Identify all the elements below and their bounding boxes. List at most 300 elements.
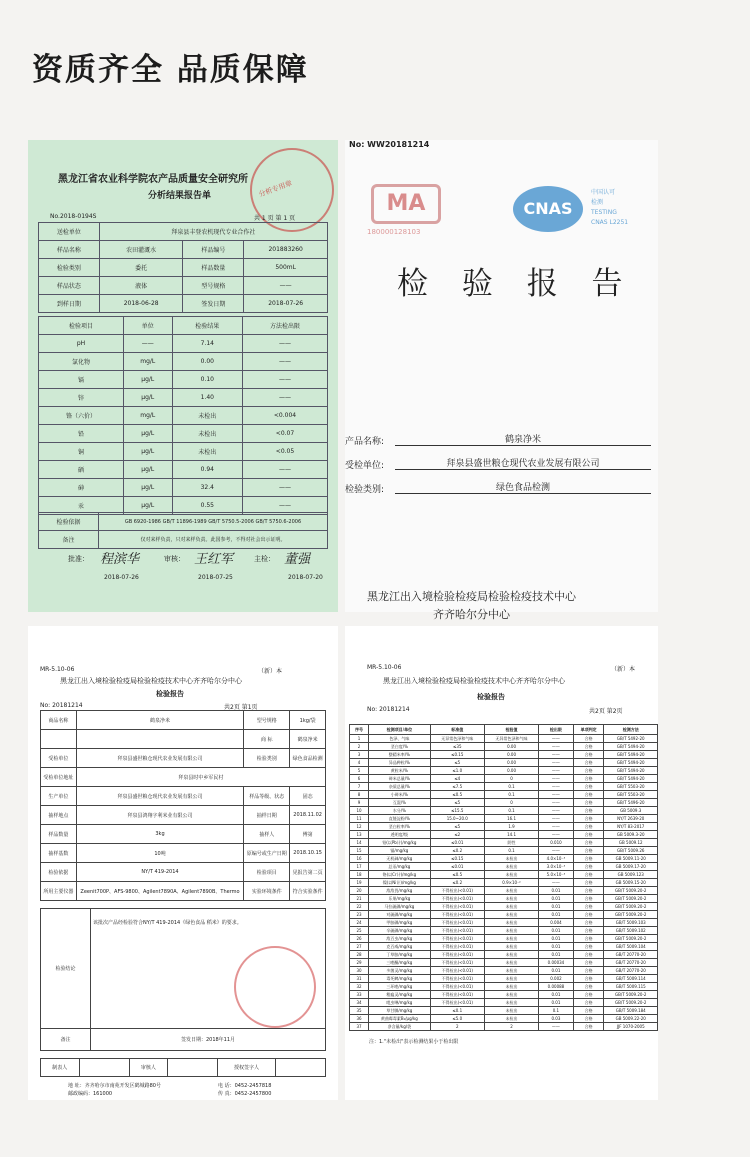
table-cell: 未检出 xyxy=(484,911,538,919)
table-cell: NY/T 83-2017 xyxy=(604,823,658,831)
table-cell: —— xyxy=(242,353,327,371)
basis-value: GB 6920-1986 GB/T 11896-1989 GB/T 5750.5-2006 GB/T 5750.6-2006 xyxy=(99,513,328,531)
cell-value: 鹤泉净米 xyxy=(290,730,326,749)
table-cell: ≤0.2 xyxy=(430,847,484,855)
table-cell: 0.9×10⁻² xyxy=(484,879,538,887)
table-cell: 不得检出(<0.01) xyxy=(430,967,484,975)
cell-value: 傅第 xyxy=(290,825,326,844)
table-row xyxy=(350,839,658,847)
cell-value: 符合实验条件 xyxy=(290,882,326,901)
table-cell: 23 xyxy=(350,911,369,919)
table-cell: —— xyxy=(242,371,327,389)
table-cell: 未检出 xyxy=(172,443,242,461)
table-cell: GB/T 5494-20 xyxy=(604,743,658,751)
report-number: No: 20181214 xyxy=(40,702,83,709)
table-row xyxy=(350,887,658,895)
table-cell: ≤2 xyxy=(430,831,484,839)
table-cell: 敌敌畏/mg/kg xyxy=(369,887,431,895)
column-header: 序号 xyxy=(350,725,369,735)
table-cell: mg/L xyxy=(123,353,172,371)
table-cell: —— xyxy=(242,461,327,479)
table-cell: 2 xyxy=(350,743,369,751)
table-cell: ≤0.5 xyxy=(430,791,484,799)
table-cell: 杂质总量/% xyxy=(369,783,431,791)
table-row xyxy=(350,831,658,839)
table-cell: 合格 xyxy=(573,943,604,951)
table-cell: 1.40 xyxy=(172,389,242,407)
table-cell: 敌百虫/mg/kg xyxy=(369,935,431,943)
table-cell: ≤5 xyxy=(430,823,484,831)
table-cell: 18 xyxy=(350,871,369,879)
table-row xyxy=(39,295,328,313)
table-row xyxy=(350,1015,658,1023)
cell-label: 样品状态 xyxy=(39,277,100,295)
table-row xyxy=(41,844,326,863)
table-cell: 合格 xyxy=(573,1023,604,1031)
table-cell: GB 5009.3-20 xyxy=(604,831,658,839)
table-cell: 丁草胺/mg/kg xyxy=(369,951,431,959)
table-cell: 34 xyxy=(350,999,369,1007)
table-cell: NY/T 2639-20 xyxy=(604,815,658,823)
table-row xyxy=(350,791,658,799)
table-cell: 28 xyxy=(350,951,369,959)
cell-label: 型号规格 xyxy=(183,277,244,295)
table-cell: 0.01 xyxy=(539,895,574,903)
table-cell: 0.10 xyxy=(172,371,242,389)
table-row xyxy=(41,768,326,787)
table-cell: 0.01 xyxy=(539,991,574,999)
report-title: 黑龙江省农业科学院农产品质量安全研究所 xyxy=(58,174,248,185)
table-cell: 未检出 xyxy=(484,975,538,983)
table-cell: 未检出 xyxy=(484,959,538,967)
table-cell: 29 xyxy=(350,959,369,967)
table-cell: 草甘膦/mg/kg xyxy=(369,1007,431,1015)
info-table xyxy=(40,710,326,901)
cell-value: 3kg xyxy=(76,825,244,844)
table-row xyxy=(350,959,658,967)
test-result-table xyxy=(349,724,658,1031)
table-cell: 0.01 xyxy=(539,967,574,975)
table-cell: 1.9 xyxy=(484,823,538,831)
table-cell: 稻瘟灵/mg/kg xyxy=(369,991,431,999)
cell-label: 检验类别 xyxy=(244,749,290,768)
table-cell: 0.01 xyxy=(539,903,574,911)
table-cell: 0.01 xyxy=(539,935,574,943)
table-cell: 合格 xyxy=(573,967,604,975)
table-cell: 总汞/mg/kg xyxy=(369,863,431,871)
table-cell: 镍(以Ni计)/mg/kg xyxy=(369,879,431,887)
footnote: 注：1."未检出"表示检测结果小于检出限 xyxy=(369,1039,459,1045)
cma-number: 180000128103 xyxy=(367,228,421,236)
table-cell: 未检出 xyxy=(484,951,538,959)
table-cell: 0.00 xyxy=(484,743,538,751)
table-cell: 0.1 xyxy=(484,783,538,791)
table-row xyxy=(39,277,328,295)
table-cell: —— xyxy=(539,775,574,783)
table-cell: 铬（六价） xyxy=(39,407,124,425)
result-table xyxy=(38,316,328,515)
table-cell: 0.1 xyxy=(484,807,538,815)
cell-label: 样品等级、状态 xyxy=(244,787,290,806)
table-cell: GB 5009.22-20 xyxy=(604,1015,658,1023)
cell-label: 抽样地点 xyxy=(41,806,77,825)
report-org-header: 黑龙江出入境检验检疫局检验检疫技术中心齐齐哈尔分中心 xyxy=(60,677,242,685)
cell-value: 2018-07-26 xyxy=(244,295,328,313)
table-cell: 15 xyxy=(350,847,369,855)
report-number: No.2018-0194S xyxy=(50,213,97,220)
table-row xyxy=(350,863,658,871)
table-cell: 32 xyxy=(350,983,369,991)
table-cell: 甲胺磷/mg/kg xyxy=(369,919,431,927)
remark-label: 备注 xyxy=(41,1029,91,1051)
table-cell: 合格 xyxy=(573,911,604,919)
table-cell: 8 xyxy=(350,791,369,799)
table-cell: 7 xyxy=(350,783,369,791)
table-row xyxy=(41,806,326,825)
column-header: 单位 xyxy=(123,317,172,335)
form-label: （新）本 xyxy=(258,668,283,675)
table-cell: mg/L xyxy=(123,407,172,425)
form-code: MR-5.10-06 xyxy=(367,664,402,671)
table-cell: 35 xyxy=(350,1007,369,1015)
cell-label: 样品数量 xyxy=(41,825,77,844)
table-cell: 乐果/mg/kg xyxy=(369,895,431,903)
table-cell: 16.1 xyxy=(484,815,538,823)
field-label-product: 产品名称: xyxy=(345,437,385,447)
table-cell: 10 xyxy=(350,807,369,815)
table-cell: 32.4 xyxy=(172,479,242,497)
zip-code: 邮政编码：161000 xyxy=(68,1091,113,1097)
table-cell: 3.0×10⁻³ xyxy=(539,863,574,871)
cell-value: —— xyxy=(244,277,328,295)
table-cell: pH xyxy=(39,335,124,353)
approve-signature: 程滨华 xyxy=(100,552,140,567)
table-cell: 互混/% xyxy=(369,799,431,807)
table-row xyxy=(41,882,326,901)
table-cell: 7.14 xyxy=(172,335,242,353)
table-cell: 不得检出(<0.01) xyxy=(430,999,484,1007)
table-cell: ≤0.2 xyxy=(430,879,484,887)
table-cell: 阴性 xyxy=(484,839,538,847)
phone: 电 话：0452-2457818 xyxy=(218,1083,272,1089)
table-cell: 合格 xyxy=(573,927,604,935)
table-cell: 合格 xyxy=(573,879,604,887)
table-row xyxy=(39,335,328,353)
cell-label: 受检单位地址 xyxy=(41,768,77,787)
cell-value: 1kg/袋 xyxy=(290,711,326,730)
sign-label-reviewer: 审核人 xyxy=(129,1059,168,1077)
cover-title: 检 验 报 告 xyxy=(397,266,635,302)
table-cell: μg/L xyxy=(123,425,172,443)
table-cell: 合格 xyxy=(573,815,604,823)
table-cell: —— xyxy=(539,823,574,831)
table-cell: 不得检出(<0.01) xyxy=(430,991,484,999)
table-cell: GB/T 5009.102 xyxy=(604,927,658,935)
table-cell: μg/L xyxy=(123,479,172,497)
table-cell: —— xyxy=(539,847,574,855)
table-row xyxy=(350,775,658,783)
cell-value: 绿色食品检测 xyxy=(290,749,326,768)
cell-value: 拜泉县鸿翔字利米业有限公司 xyxy=(76,806,244,825)
table-cell: 未检出 xyxy=(484,999,538,1007)
table-cell: GB/T 5009.20-2 xyxy=(604,935,658,943)
table-cell: 未检出 xyxy=(484,935,538,943)
column-header: 单项判定 xyxy=(573,725,604,735)
table-cell: 锌 xyxy=(39,389,124,407)
table-row xyxy=(350,871,658,879)
report-cover xyxy=(345,140,658,621)
table-cell: ≤5.0 xyxy=(430,1015,484,1023)
cell-label: 原编号或生产日期 xyxy=(244,844,290,863)
table-cell: 37 xyxy=(350,1023,369,1031)
table-cell: ≤0.15 xyxy=(430,855,484,863)
table-cell: 25 xyxy=(350,927,369,935)
table-row xyxy=(41,749,326,768)
page-headline: 资质齐全 品质保障 xyxy=(32,52,309,88)
table-cell: ≤0.01 xyxy=(430,839,484,847)
report-page-2 xyxy=(345,626,658,1100)
cell-label: 样品名称 xyxy=(39,241,100,259)
table-row xyxy=(350,799,658,807)
table-cell: 0.00088 xyxy=(539,983,574,991)
cell-label: 商品名称 xyxy=(41,711,77,730)
table-cell: 未检出 xyxy=(484,991,538,999)
red-seal-stamp xyxy=(234,946,316,1028)
table-cell: 0.002 xyxy=(539,975,574,983)
table-cell: 合格 xyxy=(573,895,604,903)
table-cell: ≤4 xyxy=(430,775,484,783)
table-cell: 合格 xyxy=(573,847,604,855)
table-cell: GB/T 5009.184 xyxy=(604,1007,658,1015)
table-cell: 2 xyxy=(484,1023,538,1031)
table-cell: GB/T 5009.20-2 xyxy=(604,895,658,903)
table-cell: 合格 xyxy=(573,951,604,959)
table-cell: 硒 xyxy=(39,461,124,479)
table-cell: 4.0×10⁻³ xyxy=(539,855,574,863)
conclusion-text: 该批次产品经检验符合NY/T 419-2014《绿色食品 稻米》的要求。 xyxy=(91,909,326,1029)
table-header-row xyxy=(39,317,328,335)
table-row xyxy=(350,847,658,855)
cell-value: 2018.10.15 xyxy=(290,844,326,863)
cell-label: 商 标 xyxy=(244,730,290,749)
table-cell: 0.1 xyxy=(484,847,538,855)
table-cell: 14.1 xyxy=(484,831,538,839)
field-value-category: 绿色食品检测 xyxy=(395,480,651,494)
table-row xyxy=(350,903,658,911)
table-cell: 未检出 xyxy=(484,1007,538,1015)
cell-value: 委托 xyxy=(99,259,183,277)
table-cell: 不得检出(<0.01) xyxy=(430,919,484,927)
remark-value: 仅对来样负责，只对来样负责。此国参考，不得对社会出示证明。 xyxy=(99,531,328,549)
cell-label: 检验类别 xyxy=(39,259,100,277)
cell-value: 2018.11.02 xyxy=(290,806,326,825)
sign-label-preparer: 制表人 xyxy=(41,1059,80,1077)
report-title: 检验报告 xyxy=(156,690,184,698)
table-cell: 吡虫啉/mg/kg xyxy=(369,999,431,1007)
column-header: 检验结果 xyxy=(172,317,242,335)
approve-label: 批准： xyxy=(68,555,89,563)
table-cell: GB 5009.11-20 xyxy=(604,855,658,863)
table-cell: —— xyxy=(539,799,574,807)
table-cell: 不得检出(<0.01) xyxy=(430,943,484,951)
table-cell: GB/T 5009.20-2 xyxy=(604,999,658,1007)
cnas-logo: CNAS xyxy=(513,186,583,232)
report-title: 检验报告 xyxy=(477,693,505,701)
table-row xyxy=(350,759,658,767)
table-cell: GB/T 5494-20 xyxy=(604,751,658,759)
table-row xyxy=(39,425,328,443)
table-cell: 合格 xyxy=(573,799,604,807)
table-cell: 对硫磷/mg/kg xyxy=(369,911,431,919)
cell-label: 抽样日期 xyxy=(244,806,290,825)
table-cell: 克百威/mg/kg xyxy=(369,943,431,951)
table-cell: 垩白粒率/% xyxy=(369,823,431,831)
table-cell: GB/T 20770-20 xyxy=(604,951,658,959)
table-row xyxy=(350,815,658,823)
page-count: 共2页 第2页 xyxy=(589,708,623,715)
table-cell: 0.01 xyxy=(539,951,574,959)
table-cell: JJF 1070-2005 xyxy=(604,1023,658,1031)
table-cell: 合格 xyxy=(573,887,604,895)
table-cell: 未检出 xyxy=(484,863,538,871)
table-cell: GB/T 5009.26 xyxy=(604,847,658,855)
table-cell: 19 xyxy=(350,879,369,887)
table-cell: 13 xyxy=(350,831,369,839)
table-cell: 5 xyxy=(350,767,369,775)
table-cell: 22 xyxy=(350,903,369,911)
table-row xyxy=(350,983,658,991)
table-cell: 0.03 xyxy=(539,1015,574,1023)
report-subtitle: 分析结果报告单 xyxy=(148,191,212,201)
table-cell: 0.01 xyxy=(539,911,574,919)
table-cell: 合格 xyxy=(573,759,604,767)
table-cell: GB/T 5009.115 xyxy=(604,983,658,991)
table-cell: 氯化物 xyxy=(39,353,124,371)
table-cell: 合格 xyxy=(573,767,604,775)
cover-organization-branch: 齐齐哈尔分中心 xyxy=(433,608,510,621)
column-header: 检出限 xyxy=(539,725,574,735)
table-row xyxy=(350,855,658,863)
table-cell: GB/T 5009.20-2 xyxy=(604,911,658,919)
column-header: 方法检出限 xyxy=(242,317,327,335)
table-cell: 毒死蜱/mg/kg xyxy=(369,975,431,983)
cell-label: 样品数量 xyxy=(183,259,244,277)
table-row xyxy=(350,927,658,935)
table-cell: ≤35 xyxy=(430,743,484,751)
table-cell: —— xyxy=(539,831,574,839)
cell-value: 10吨 xyxy=(76,844,244,863)
table-cell: 4 xyxy=(350,759,369,767)
column-header: 检验项目 xyxy=(39,317,124,335)
table-row xyxy=(350,767,658,775)
table-row xyxy=(350,1023,658,1031)
table-cell: 合格 xyxy=(573,831,604,839)
table-cell: 未检出 xyxy=(484,887,538,895)
table-cell: GB/T 5009.103 xyxy=(604,919,658,927)
field-value-client: 拜泉县盛世粮仓现代农业发展有限公司 xyxy=(395,456,651,470)
table-cell: GB 5009.123 xyxy=(604,871,658,879)
table-row xyxy=(350,823,658,831)
table-cell: 合格 xyxy=(573,743,604,751)
cell-label: 检验依据 xyxy=(41,863,77,882)
cell-value: 鹤泉净米 xyxy=(76,711,244,730)
cell-value: 拜泉县盛世粮仓现代农业发展有限公司 xyxy=(76,749,244,768)
table-row xyxy=(350,919,658,927)
table-cell: —— xyxy=(242,389,327,407)
cell-label: 到样日期 xyxy=(39,295,100,313)
review-date: 2018-07-25 xyxy=(198,574,233,581)
table-cell: <0.004 xyxy=(242,407,327,425)
sign-table xyxy=(40,1058,326,1077)
table-cell: 合格 xyxy=(573,935,604,943)
table-row xyxy=(350,783,658,791)
table-header-row xyxy=(350,725,658,735)
table-cell: 未检出 xyxy=(484,983,538,991)
table-cell: 2 xyxy=(430,1023,484,1031)
table-row xyxy=(350,807,658,815)
table-cell: 1 xyxy=(350,735,369,743)
table-cell: 不得检出(<0.01) xyxy=(430,887,484,895)
table-cell: 无异常色泽和气味 xyxy=(430,735,484,743)
table-row xyxy=(39,389,328,407)
cell-label: 生产单位 xyxy=(41,787,77,806)
table-cell: 5.0×10⁻³ xyxy=(539,871,574,879)
table-cell: 不得检出(<0.01) xyxy=(430,959,484,967)
table-cell: GB/T 5496-20 xyxy=(604,799,658,807)
table-cell: GB/T 5503-20 xyxy=(604,783,658,791)
field-value-product: 鹤泉净米 xyxy=(395,432,651,446)
cell-label: 所用主要仪器 xyxy=(41,882,77,901)
table-cell: 不得检出(<0.01) xyxy=(430,927,484,935)
table-cell: 21 xyxy=(350,895,369,903)
table-cell: 0 xyxy=(484,775,538,783)
table-cell: GB/T 5494-20 xyxy=(604,759,658,767)
cell-value: 拜泉县丰登农机现代专业合作社 xyxy=(99,223,327,241)
table-row xyxy=(41,825,326,844)
table-cell: 未检出 xyxy=(484,903,538,911)
table-cell: 未检出 xyxy=(484,967,538,975)
field-label-client: 受检单位: xyxy=(345,461,385,471)
table-cell: 20 xyxy=(350,887,369,895)
table-cell: GB/T 5503-20 xyxy=(604,791,658,799)
table-cell: —— xyxy=(242,479,327,497)
table-cell: 0.00 xyxy=(484,767,538,775)
table-cell: 0.1 xyxy=(484,791,538,799)
cell-value: 2018-06-28 xyxy=(99,295,183,313)
table-cell: 合格 xyxy=(573,839,604,847)
table-cell: 未检出 xyxy=(484,927,538,935)
table-cell: 不得检出(<0.01) xyxy=(430,903,484,911)
table-cell: GB/T 5494-20 xyxy=(604,767,658,775)
table-cell: 垩白度/% xyxy=(369,743,431,751)
table-cell: 合格 xyxy=(573,823,604,831)
table-cell: GB/T 5009.20-2 xyxy=(604,903,658,911)
table-cell: GB/T 5009.20-2 xyxy=(604,887,658,895)
table-cell: 0.00 xyxy=(484,759,538,767)
table-cell: —— xyxy=(539,783,574,791)
table-cell: GB/T 5009.104 xyxy=(604,943,658,951)
inspector-date: 2018-07-20 xyxy=(288,574,323,581)
table-cell: 不得检出(<0.01) xyxy=(430,983,484,991)
table-cell: 三环唑/mg/kg xyxy=(369,983,431,991)
table-cell: 汞 xyxy=(39,497,124,515)
sign-label-authorizer: 授权签字人 xyxy=(218,1059,276,1077)
table-cell: 30 xyxy=(350,967,369,975)
address: 地 址：齐齐哈尔市南苑开发区鹤城路80号 xyxy=(68,1083,161,1089)
table-cell: 0.01 xyxy=(539,999,574,1007)
table-cell: 合格 xyxy=(573,975,604,983)
table-row xyxy=(350,743,658,751)
